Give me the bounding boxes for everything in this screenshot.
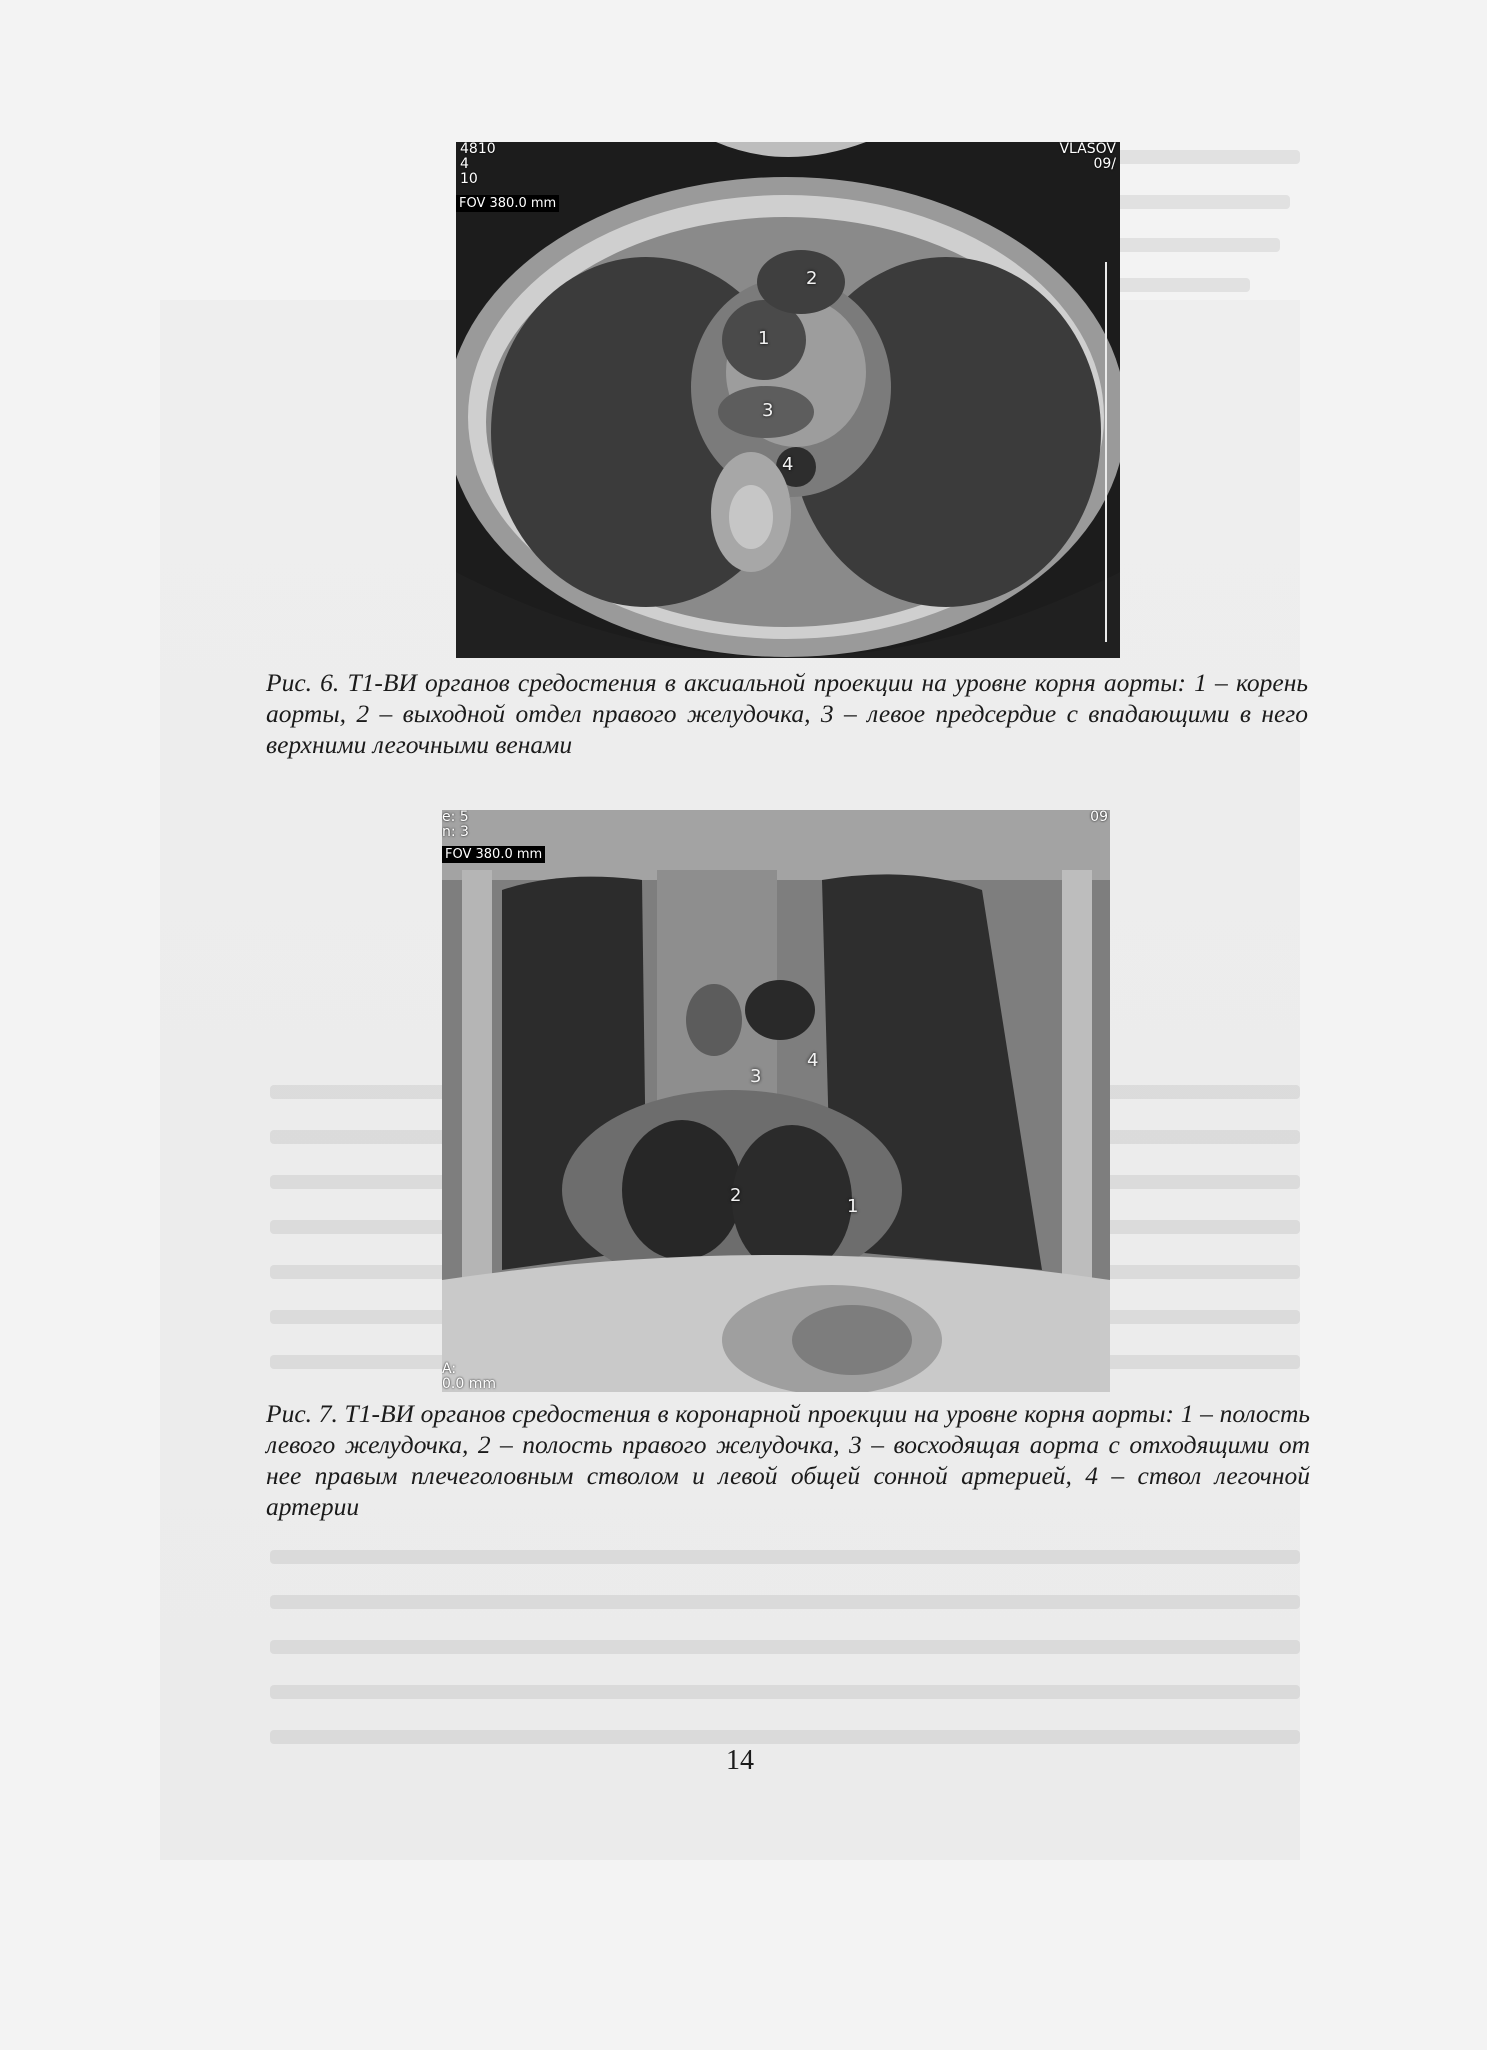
bleed-line <box>270 1595 1300 1609</box>
scan-position-text: A: 0.0 mm <box>442 1361 496 1392</box>
figure-7-caption: Рис. 7. Т1-ВИ органов средостения в коронарной проекции на уровне корня аорты: 1 – полость левого желудочка, 2 – полость правого желудочка, 3 – восходящая аорта с отходящими от нее правым плечеголовным стволом и левой общей сонной артерией, 4 – ствол легочной артерии <box>266 1399 1310 1521</box>
page-number: 14 <box>726 1745 754 1776</box>
figure-7-coronal-mri <box>442 810 1110 1392</box>
bleed-line <box>270 1550 1300 1564</box>
patient-info-text: 09 <box>1090 810 1108 825</box>
bleed-line <box>270 1730 1300 1744</box>
figure-6-caption: Рис. 6. Т1-ВИ органов средостения в аксиальной проекции на уровне корня аорты: 1 – корень аорты, 2 – выходной отдел правого желудочка, 3 – левое предсердие с впадающими в него верхними легочными венами <box>266 668 1308 759</box>
patient-info-text: VLASOV 09/ <box>1059 142 1116 172</box>
fov-label: FOV 380.0 mm <box>456 195 559 212</box>
scan-info-text: e: 5 n: 3 <box>442 810 469 840</box>
marker-2: 2 <box>806 268 818 289</box>
marker-3: 3 <box>750 1066 762 1087</box>
bleed-line <box>270 1685 1300 1699</box>
bleed-line <box>270 1640 1300 1654</box>
axial-mri-image <box>456 142 1120 658</box>
marker-2: 2 <box>730 1185 742 1206</box>
marker-1: 1 <box>758 328 770 349</box>
marker-1: 1 <box>847 1196 859 1217</box>
marker-4: 4 <box>782 454 794 475</box>
coronal-mri-image <box>442 810 1110 1392</box>
marker-4: 4 <box>807 1050 819 1071</box>
scan-info-text: 4810 4 10 <box>460 142 496 187</box>
fov-label: FOV 380.0 mm <box>442 846 545 863</box>
marker-3: 3 <box>762 400 774 421</box>
figure-6-axial-mri <box>456 142 1120 658</box>
